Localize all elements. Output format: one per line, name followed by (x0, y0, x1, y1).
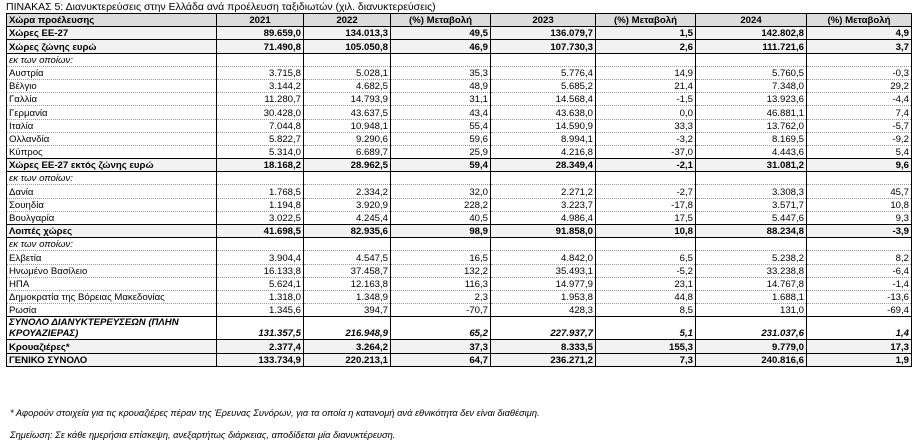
row-value: 7.348,0 (696, 79, 807, 92)
row-value: 30.428,0 (217, 106, 304, 119)
row-value: 43.637,5 (304, 106, 391, 119)
table-row (7, 211, 912, 224)
table-row (7, 340, 912, 353)
table-row (7, 238, 912, 251)
row-label: Χώρες ΕΕ-27 εκτός ζώνης ευρώ (7, 159, 217, 172)
row-value (491, 53, 596, 66)
row-value: 4.842,0 (491, 251, 596, 264)
row-value: 0,0 (596, 106, 696, 119)
row-value: 2,3 (391, 290, 491, 303)
row-value (217, 172, 304, 185)
row-value: 8.994,1 (491, 132, 596, 145)
table-row (7, 40, 912, 53)
row-value (696, 53, 807, 66)
header-col-5: (%) Μεταβολή (596, 14, 696, 27)
header-col-6: 2024 (696, 14, 807, 27)
row-label: Βουλγαρία (7, 211, 217, 224)
row-value: 45,7 (807, 185, 912, 198)
row-value (596, 238, 696, 251)
row-value: 29,2 (807, 79, 912, 92)
row-label: Βέλγιο (7, 79, 217, 92)
row-value: -2,7 (596, 185, 696, 198)
row-value: 10,8 (807, 198, 912, 211)
row-value: 3.223,7 (491, 198, 596, 211)
row-value: 82.935,6 (304, 225, 391, 238)
row-value: 4.216,8 (491, 145, 596, 158)
header-country: Χώρα προέλευσης (7, 14, 217, 27)
table-row (7, 264, 912, 277)
row-value: -37,0 (596, 145, 696, 158)
row-label: Δημοκρατία της Βόρειας Μακεδονίας (7, 290, 217, 303)
row-value: 59,6 (391, 132, 491, 145)
row-label: εκ των οποίων: (7, 238, 217, 251)
row-value: 5.776,4 (491, 66, 596, 79)
row-value: 5.238,2 (696, 251, 807, 264)
row-value: 227.937,7 (491, 317, 596, 340)
row-value: 9.779,0 (696, 340, 807, 353)
row-value: 14.590,9 (491, 119, 596, 132)
table-row (7, 159, 912, 172)
row-value: 40,5 (391, 211, 491, 224)
row-value: 14.793,9 (304, 93, 391, 106)
row-value: 14.767,8 (696, 277, 807, 290)
row-value: 2,6 (596, 40, 696, 53)
row-value: 136.079,7 (491, 27, 596, 40)
row-label: εκ των οποίων: (7, 53, 217, 66)
row-value: 240.816,6 (696, 353, 807, 366)
overnight-stays-table (6, 13, 912, 367)
row-value: 41.698,5 (217, 225, 304, 238)
row-value (807, 238, 912, 251)
row-value: 4.547,5 (304, 251, 391, 264)
row-value (596, 172, 696, 185)
row-label: Ρωσία (7, 304, 217, 317)
row-label: Ελβετία (7, 251, 217, 264)
table-row (7, 53, 912, 66)
row-value: 2.334,2 (304, 185, 391, 198)
row-value: 6,5 (596, 251, 696, 264)
row-value: 133.734,9 (217, 353, 304, 366)
row-value: 14.977,9 (491, 277, 596, 290)
row-value: 111.721,6 (696, 40, 807, 53)
header-col-3: (%) Μεταβολή (391, 14, 491, 27)
row-value (217, 53, 304, 66)
row-value (391, 238, 491, 251)
row-value: 3.022,5 (217, 211, 304, 224)
row-value: 64,7 (391, 353, 491, 366)
row-value: -17,8 (596, 198, 696, 211)
row-value: 46,9 (391, 40, 491, 53)
row-value: 43.638,0 (491, 106, 596, 119)
row-value: 1.953,8 (491, 290, 596, 303)
row-value: 9,3 (807, 211, 912, 224)
row-value: 7,4 (807, 106, 912, 119)
row-value: 3.308,3 (696, 185, 807, 198)
row-label: Γερμανία (7, 106, 217, 119)
row-value: 25,9 (391, 145, 491, 158)
row-value: 98,9 (391, 225, 491, 238)
row-value: 43,4 (391, 106, 491, 119)
row-value: 7,3 (596, 353, 696, 366)
row-value (391, 53, 491, 66)
row-value (304, 53, 391, 66)
header-col-2: 2022 (304, 14, 391, 27)
row-value: 11.280,7 (217, 93, 304, 106)
row-value: -5,2 (596, 264, 696, 277)
table-row (7, 66, 912, 79)
row-value: 37,3 (391, 340, 491, 353)
row-value: 28.349,4 (491, 159, 596, 172)
row-value: 5.447,6 (696, 211, 807, 224)
row-value: 59,4 (391, 159, 491, 172)
row-value: 28.962,5 (304, 159, 391, 172)
row-value: 18.168,2 (217, 159, 304, 172)
table-title: ΠΙΝΑΚΑΣ 5: Διανυκτερεύσεις στην Ελλάδα ανά προέλευση ταξιδιωτών (χιλ. διανυκτερεύσεις) (6, 1, 436, 13)
row-value: 17,3 (807, 340, 912, 353)
header-col-7: (%) Μεταβολή (807, 14, 912, 27)
row-value: 71.490,8 (217, 40, 304, 53)
row-label: Κύπρος (7, 145, 217, 158)
row-value: 5,1 (596, 317, 696, 340)
row-value: -0,3 (807, 66, 912, 79)
row-value: -1,5 (596, 93, 696, 106)
row-value: 5.685,2 (491, 79, 596, 92)
table-row (7, 132, 912, 145)
row-value: 44,8 (596, 290, 696, 303)
table-row (7, 353, 912, 366)
row-value: 9.290,6 (304, 132, 391, 145)
row-value (491, 238, 596, 251)
row-value: 3.264,2 (304, 340, 391, 353)
row-value: 5,4 (807, 145, 912, 158)
row-value: 1.348,9 (304, 290, 391, 303)
row-value: 8.333,5 (491, 340, 596, 353)
row-value: 116,3 (391, 277, 491, 290)
row-value: 88.234,8 (696, 225, 807, 238)
row-value: 5.760,5 (696, 66, 807, 79)
row-value: 3.571,7 (696, 198, 807, 211)
row-value: 13.762,0 (696, 119, 807, 132)
row-value: 236.271,2 (491, 353, 596, 366)
row-value: 3,7 (807, 40, 912, 53)
row-value: 32,0 (391, 185, 491, 198)
row-value: 394,7 (304, 304, 391, 317)
row-value: 9,6 (807, 159, 912, 172)
row-value: -4,4 (807, 93, 912, 106)
row-value: 21,4 (596, 79, 696, 92)
row-value: 8,2 (807, 251, 912, 264)
row-value: 16,5 (391, 251, 491, 264)
row-value: -6,4 (807, 264, 912, 277)
row-value: 4.682,5 (304, 79, 391, 92)
row-label: ΗΠΑ (7, 277, 217, 290)
row-value: 2.377,4 (217, 340, 304, 353)
row-value: 14.568,4 (491, 93, 596, 106)
row-value: -70,7 (391, 304, 491, 317)
table-row (7, 225, 912, 238)
row-value (807, 53, 912, 66)
row-value: 131.357,5 (217, 317, 304, 340)
row-label: Αυστρία (7, 66, 217, 79)
row-value (696, 172, 807, 185)
row-value: 5.822,7 (217, 132, 304, 145)
row-value: 4.443,6 (696, 145, 807, 158)
row-value: 48,9 (391, 79, 491, 92)
table-row (7, 145, 912, 158)
header-row (7, 14, 912, 27)
row-label: Κρουαζιέρες* (7, 340, 217, 353)
table-row (7, 317, 912, 340)
table-row (7, 185, 912, 198)
row-value: -13,6 (807, 290, 912, 303)
row-value: 6.689,7 (304, 145, 391, 158)
row-value: 107.730,3 (491, 40, 596, 53)
row-value: 49,5 (391, 27, 491, 40)
row-value: 1.345,6 (217, 304, 304, 317)
table-row (7, 198, 912, 211)
row-value: 91.858,0 (491, 225, 596, 238)
row-value: 17,5 (596, 211, 696, 224)
row-value: 31,1 (391, 93, 491, 106)
row-label: εκ των οποίων: (7, 172, 217, 185)
row-value: 428,3 (491, 304, 596, 317)
row-value: 228,2 (391, 198, 491, 211)
row-value: 1.768,5 (217, 185, 304, 198)
row-value: 89.659,0 (217, 27, 304, 40)
row-value: 5.314,0 (217, 145, 304, 158)
row-value: 5.028,1 (304, 66, 391, 79)
row-value: -5,7 (807, 119, 912, 132)
row-value: 23,1 (596, 277, 696, 290)
row-value: 105.050,8 (304, 40, 391, 53)
row-value: 35.493,1 (491, 264, 596, 277)
row-value: 31.081,2 (696, 159, 807, 172)
row-value: 4,9 (807, 27, 912, 40)
table-body (7, 27, 912, 367)
table-row (7, 79, 912, 92)
footnote: * Αφορούν στοιχεία για τις κρουαζιέρες πέραν της Έρευνας Συνόρων, για τα οποία η κατανομή ανά εθνικότητα δεν είναι διαθέσιμη. (10, 408, 540, 418)
row-value: -9,2 (807, 132, 912, 145)
row-value: 1,4 (807, 317, 912, 340)
row-value (217, 238, 304, 251)
row-value: 132,2 (391, 264, 491, 277)
header-col-4: 2023 (491, 14, 596, 27)
table-row (7, 106, 912, 119)
table-row (7, 251, 912, 264)
table-row (7, 27, 912, 40)
row-value: 10,8 (596, 225, 696, 238)
row-value: 13.923,6 (696, 93, 807, 106)
row-value: 33.238,8 (696, 264, 807, 277)
row-value: 1.318,0 (217, 290, 304, 303)
row-label: Δανία (7, 185, 217, 198)
row-value: 4.986,4 (491, 211, 596, 224)
row-value: 3.144,2 (217, 79, 304, 92)
row-label: Λοιπές χώρες (7, 225, 217, 238)
note: Σημείωση: Σε κάθε ημερήσια επίσκεψη, ανεξαρτήτως διάρκειας, αποδίδεται μία διανυκτέρευση. (10, 430, 396, 440)
row-value: 8.169,5 (696, 132, 807, 145)
table-row (7, 93, 912, 106)
row-value: -3,9 (807, 225, 912, 238)
row-label: Ιταλία (7, 119, 217, 132)
row-value (696, 238, 807, 251)
table-row (7, 277, 912, 290)
row-value: 3.715,8 (217, 66, 304, 79)
row-value: 131,0 (696, 304, 807, 317)
row-label: ΣΥΝΟΛΟ ΔΙΑΝΥΚΤΕΡΕΥΣΕΩΝ (ΠΛΗΝ ΚΡΟΥΑΖΙΕΡΑΣ) (7, 317, 217, 340)
row-value: 216.948,9 (304, 317, 391, 340)
row-value: 37.458,7 (304, 264, 391, 277)
row-value: 1.194,8 (217, 198, 304, 211)
table-row (7, 304, 912, 317)
row-value (491, 172, 596, 185)
row-value (304, 238, 391, 251)
table-row (7, 172, 912, 185)
row-value: 10.948,1 (304, 119, 391, 132)
row-value: 8,5 (596, 304, 696, 317)
row-value: -3,2 (596, 132, 696, 145)
row-value: 2.271,2 (491, 185, 596, 198)
row-value: 231.037,6 (696, 317, 807, 340)
row-value (391, 172, 491, 185)
row-value: 7.044,8 (217, 119, 304, 132)
row-value: -2,1 (596, 159, 696, 172)
row-value: 1,5 (596, 27, 696, 40)
row-value: 65,2 (391, 317, 491, 340)
row-value: 12.163,8 (304, 277, 391, 290)
row-value: 134.013,3 (304, 27, 391, 40)
header-col-1: 2021 (217, 14, 304, 27)
row-value (304, 172, 391, 185)
row-value: 3.920,9 (304, 198, 391, 211)
row-label: Γαλλία (7, 93, 217, 106)
row-label: Χώρες ΕΕ-27 (7, 27, 217, 40)
table-row (7, 119, 912, 132)
row-value: -1,4 (807, 277, 912, 290)
row-value: 3.904,4 (217, 251, 304, 264)
row-value (596, 53, 696, 66)
row-value: 5.624,1 (217, 277, 304, 290)
row-value (807, 172, 912, 185)
row-value: 46.881,1 (696, 106, 807, 119)
row-value: 1.688,1 (696, 290, 807, 303)
row-value: 220.213,1 (304, 353, 391, 366)
row-value: -69,4 (807, 304, 912, 317)
row-value: 16.133,8 (217, 264, 304, 277)
row-label: Σουηδία (7, 198, 217, 211)
row-value: 155,3 (596, 340, 696, 353)
row-label: Ολλανδία (7, 132, 217, 145)
row-value: 1,9 (807, 353, 912, 366)
row-value: 33,3 (596, 119, 696, 132)
table-row (7, 290, 912, 303)
row-value: 35,3 (391, 66, 491, 79)
row-value: 142.802,8 (696, 27, 807, 40)
row-value: 55,4 (391, 119, 491, 132)
row-label: Ηνωμένο Βασίλειο (7, 264, 217, 277)
row-label: Χώρες ζώνης ευρώ (7, 40, 217, 53)
row-value: 14,9 (596, 66, 696, 79)
row-label: ΓΕΝΙΚΟ ΣΥΝΟΛΟ (7, 353, 217, 366)
row-value: 4.245,4 (304, 211, 391, 224)
